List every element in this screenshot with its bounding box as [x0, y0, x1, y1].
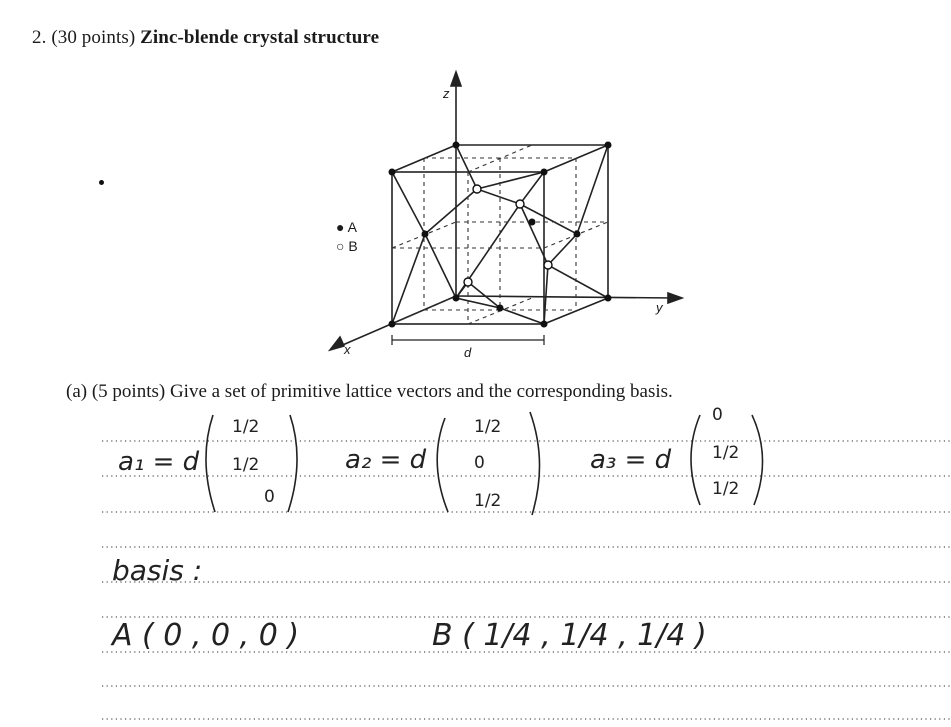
x-axis-label: x: [344, 342, 351, 357]
basis-label: basis :: [112, 554, 203, 587]
handwritten-answers: [110, 405, 763, 653]
y-axis: [456, 296, 675, 298]
a1-label: a₁ = d: [118, 447, 200, 477]
problem-heading: Zinc-blende crystal structure: [140, 27, 380, 48]
legend-b: ○ B: [336, 238, 358, 254]
basis-b: B ( 1/4 , 1/4 , 1/4 ): [432, 618, 707, 653]
d-label: d: [464, 345, 472, 360]
a3-y: 1/2: [712, 443, 740, 463]
basis-a: A ( 0 , 0 , 0 ): [112, 618, 300, 653]
a1-z: 0: [264, 487, 275, 507]
a1-x: 1/2: [232, 417, 260, 437]
a1-y: 1/2: [232, 455, 260, 475]
answer-ruled-lines: [102, 441, 951, 719]
a3-x: 0: [712, 405, 723, 425]
problem-points: (30 points): [51, 27, 136, 48]
legend-a: ● A: [336, 219, 357, 235]
a2-x: 1/2: [474, 417, 502, 437]
a2-label: a₂ = d: [345, 445, 427, 475]
a3-label: a₃ = d: [590, 445, 672, 475]
a2-z: 1/2: [474, 491, 502, 511]
a2-y: 0: [474, 453, 485, 473]
part-a-prompt: (a) (5 points) Give a set of primitive lattice vectors and the corresponding basis.: [66, 381, 673, 402]
figure-legend: [336, 219, 358, 257]
problem-number: 2.: [32, 27, 47, 48]
y-axis-label: y: [656, 300, 663, 315]
a3-z: 1/2: [712, 479, 740, 499]
z-axis-label: z: [443, 86, 450, 101]
